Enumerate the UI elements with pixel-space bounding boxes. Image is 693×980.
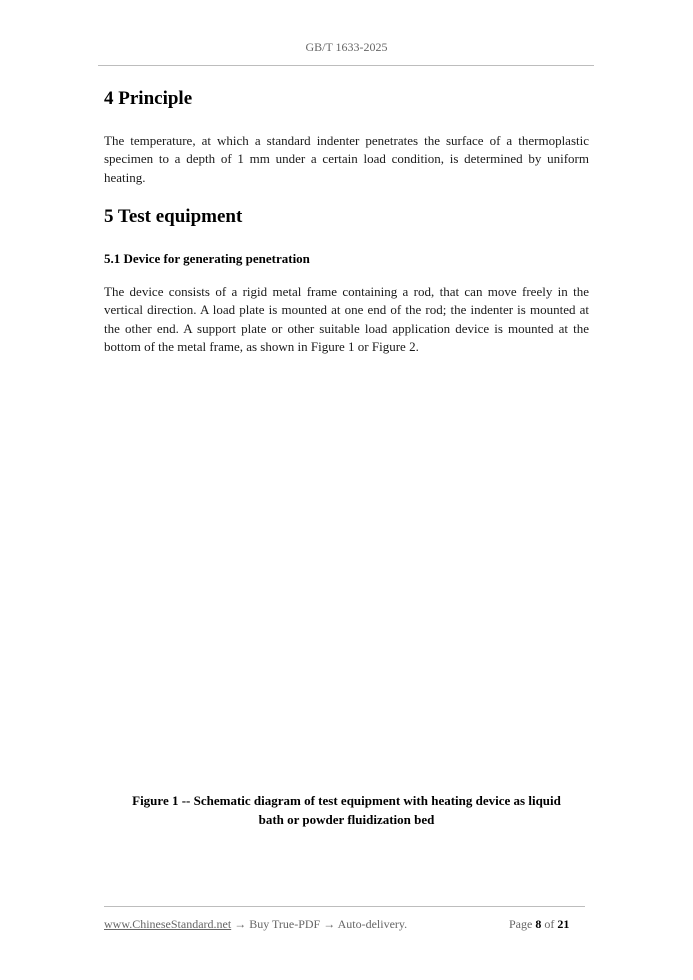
section-5-heading: 5 Test equipment — [104, 206, 243, 227]
buy-pdf-text: Buy True-PDF — [249, 917, 321, 931]
section-4-paragraph: The temperature, at which a standard indenter penetrates the surface of a thermoplastic specimen to a depth of 1 mm under a certain load condition, is determined by uniform heating. — [104, 133, 589, 185]
section-5-1-paragraph: The device consists of a rigid metal frame containing a rod, that can move freely in the vertical direction. A load plate is mounted at one end of the rod; the indenter is mounted at the other end. A support plate or other suitable load application device is mounted at the bottom of the metal frame, as shown in Figure 1 or Figure 2. — [104, 284, 589, 354]
arrow-icon: → — [323, 917, 336, 931]
footer-divider — [104, 906, 585, 907]
site-link[interactable]: www.ChineseStandard.net — [104, 917, 232, 931]
footer-links — [104, 917, 407, 932]
document-header: GB/T 1633-2025 — [305, 40, 388, 54]
figure-1-area — [104, 370, 589, 780]
auto-delivery-text: Auto-delivery. — [337, 917, 408, 931]
page-of-label: of — [544, 917, 555, 931]
page-label: Page — [509, 917, 533, 931]
page-current: 8 — [535, 917, 542, 931]
page-total: 21 — [557, 917, 570, 931]
header-divider — [98, 65, 594, 66]
section-4-heading: 4 Principle — [104, 88, 193, 109]
arrow-icon: → — [234, 917, 247, 931]
figure-1-caption — [104, 792, 589, 829]
figure-caption-line-2: bath or powder fluidization bed — [258, 811, 435, 827]
page-indicator — [509, 917, 569, 932]
figure-caption-line-1: Figure 1 -- Schematic diagram of test equipment with heating device as liquid — [132, 793, 561, 808]
section-5-1-heading: 5.1 Device for generating penetration — [104, 251, 310, 266]
